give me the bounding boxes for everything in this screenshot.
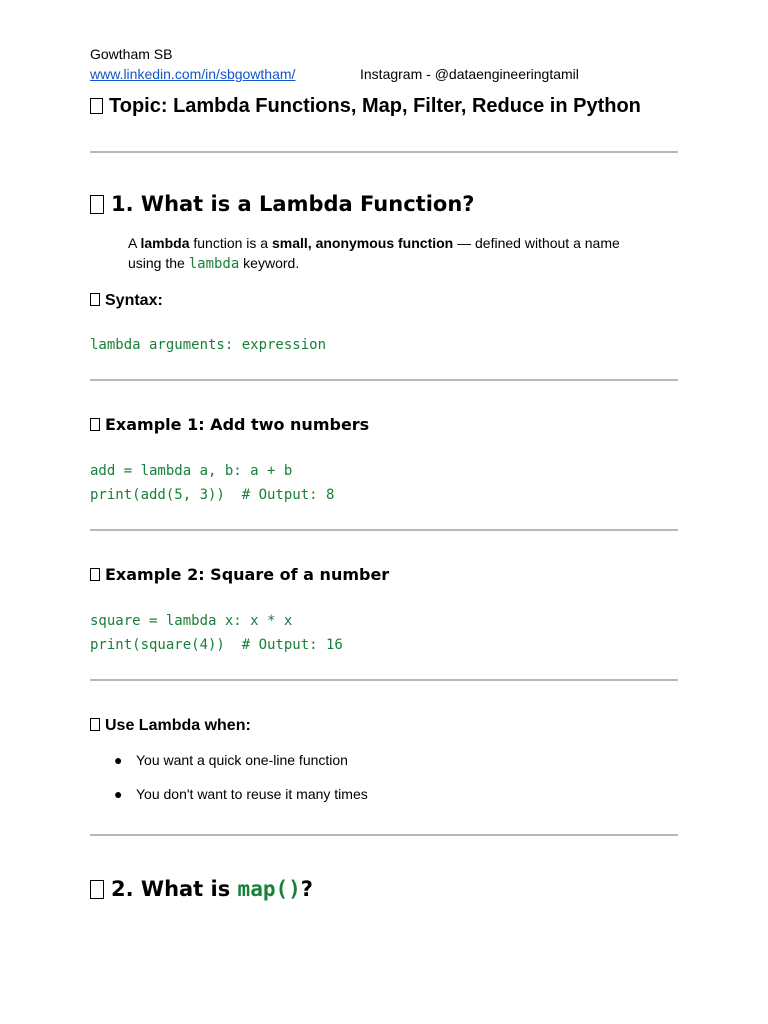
topic-text: Topic: Lambda Functions, Map, Filter, Reduce in Python (109, 95, 641, 117)
brain-icon (90, 880, 104, 899)
example2-code (90, 610, 343, 657)
list-item: ● You don't want to reuse it many times (114, 786, 368, 802)
linkedin-link[interactable]: www.linkedin.com/in/sbgowtham/ (90, 66, 296, 82)
divider (90, 151, 678, 153)
syntax-heading (90, 292, 163, 310)
list-item: ● You want a quick one-line function (114, 752, 348, 768)
code-line: print(square(4)) # Output: 16 (90, 636, 343, 653)
syntax-label: Syntax: (105, 292, 163, 309)
lambda-definition: A lambda function is a small, anonymous function — defined without a name using the lambda keyword. (128, 235, 620, 272)
example2-heading (90, 565, 389, 584)
code-line: add = lambda a, b: a + b (90, 463, 293, 479)
list-item-text: You want a quick one-line function (136, 752, 348, 768)
section-heading-map: 2. What is map()? (90, 877, 313, 901)
code-line: print(add(5, 3)) # Output: 8 (90, 486, 335, 503)
author-name: Gowtham SB (90, 46, 173, 62)
topic-title (90, 91, 650, 121)
check-icon (90, 718, 100, 731)
inline-code: map() (237, 877, 301, 901)
section-heading-text: 1. What is a Lambda Function? (111, 192, 475, 216)
divider (90, 834, 678, 836)
use-lambda-heading (90, 717, 251, 735)
example1-heading-text: Example 1: Add two numbers (105, 415, 370, 434)
instagram-handle: Instagram - @dataengineeringtamil (360, 66, 579, 82)
example2-heading-text: Example 2: Square of a number (105, 565, 390, 584)
syntax-code: lambda arguments: expression (90, 337, 327, 353)
code-line: square = lambda x: x * x (90, 613, 293, 629)
divider (90, 679, 678, 681)
example1-code (90, 460, 334, 507)
pin-icon (90, 98, 103, 114)
example1-heading (90, 415, 369, 434)
divider (90, 529, 678, 531)
wrench-icon (90, 568, 100, 581)
use-lambda-heading-text: Use Lambda when: (105, 717, 251, 734)
divider (90, 379, 678, 381)
inline-code: lambda (188, 256, 240, 272)
section-heading-lambda (90, 192, 474, 216)
wrench-icon (90, 418, 100, 431)
list-item-text: You don't want to reuse it many times (136, 786, 368, 802)
brain-icon (90, 195, 104, 214)
check-icon (90, 293, 100, 306)
